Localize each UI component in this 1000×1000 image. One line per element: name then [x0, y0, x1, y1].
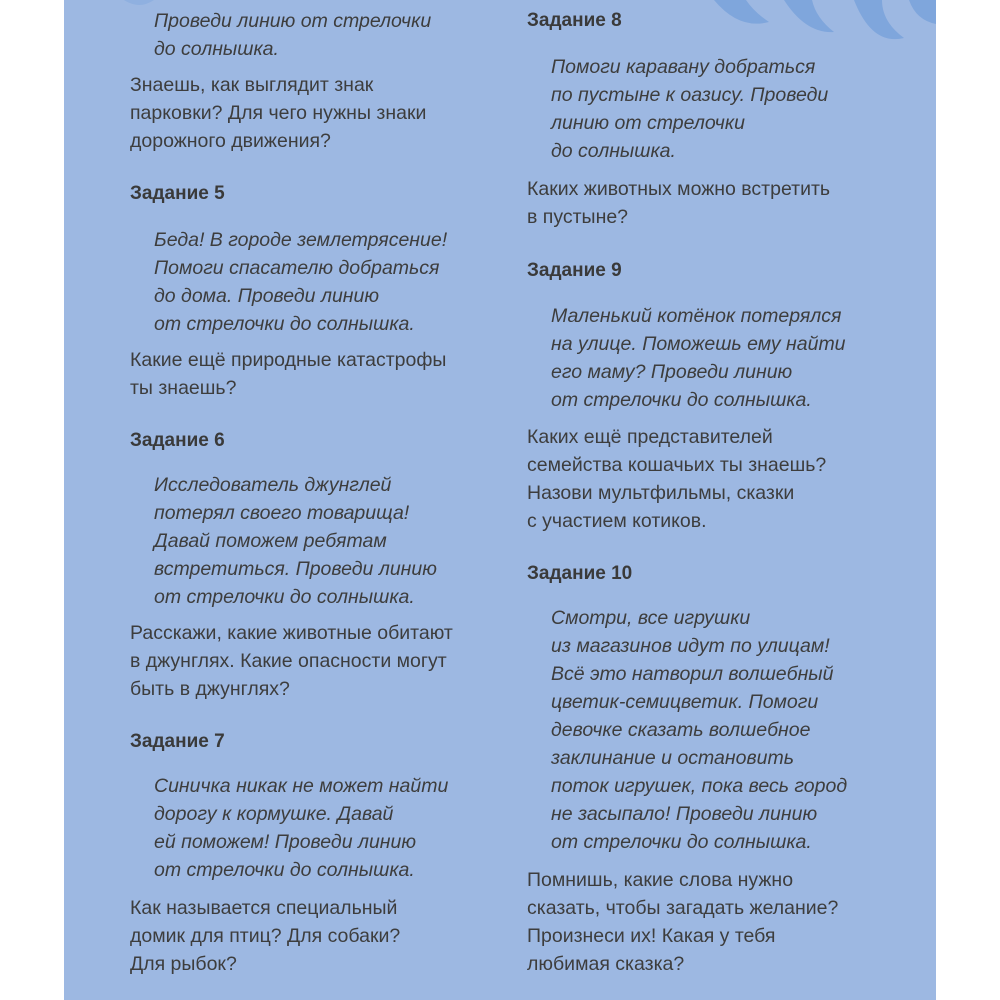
text-line: до солнышка.: [551, 140, 676, 162]
question-line: в джунглях. Какие опасности могут: [130, 650, 447, 672]
text-line: на улице. Поможешь ему найти: [551, 333, 846, 355]
question-line: семейства кошачьих ты знаешь?: [527, 454, 827, 476]
text-line: Маленький котёнок потерялся: [551, 305, 842, 327]
text-line: по пустыне к оазису. Проведи: [551, 84, 829, 106]
question-line: Знаешь, как выглядит знак: [130, 74, 374, 96]
text-line: не засыпало! Проведи линию: [551, 803, 818, 825]
question-line: ты знаешь?: [130, 377, 237, 399]
text-line: Смотри, все игрушки: [551, 607, 751, 629]
question-line: в пустыне?: [527, 206, 629, 228]
task-9-text: [551, 302, 846, 414]
text-line: заклинание и остановить: [551, 747, 794, 769]
task-9-question: [527, 423, 826, 535]
text-line: потерял своего товарища!: [154, 502, 410, 524]
text-line: до дома. Проведи линию: [154, 285, 380, 307]
text-line: линию от стрелочки: [551, 112, 745, 134]
text-line: из магазинов идут по улицам!: [551, 635, 830, 657]
task-8-text: [551, 53, 828, 165]
task-7-title: Задание 7: [130, 731, 225, 752]
question-line: любимая сказка?: [527, 953, 685, 975]
task-6-text: [154, 471, 437, 611]
question-line: Как называется специальный: [130, 897, 398, 919]
text-line: от стрелочки до солнышка.: [154, 859, 415, 881]
text-line: от стрелочки до солнышка.: [154, 313, 415, 335]
decorative-wave-2: [714, 0, 769, 24]
task-7-question: [130, 894, 400, 978]
text-line: до солнышка.: [154, 38, 279, 60]
task-8-title: Задание 8: [527, 10, 622, 31]
task-9-title: Задание 9: [527, 260, 622, 281]
question-line: Расскажи, какие животные обитают: [130, 622, 453, 644]
task-5-question: [130, 346, 446, 402]
text-line: Всё это натворил волшебный: [551, 663, 834, 685]
task-5-text: [154, 226, 447, 338]
text-line: встретиться. Проведи линию: [154, 558, 437, 580]
question-line: Произнеси их! Какая у тебя: [527, 925, 776, 947]
task-6-question: [130, 619, 453, 703]
text-line: его маму? Проведи линию: [551, 361, 793, 383]
question-line: Помнишь, какие слова нужно: [527, 869, 794, 891]
task-4-text: [154, 7, 431, 63]
question-line: Какие ещё природные катастрофы: [130, 349, 447, 371]
text-line: ей поможем! Проведи линию: [154, 831, 417, 853]
text-line: поток игрушек, пока весь город: [551, 775, 848, 797]
text-line: Беда! В городе землетрясение!: [154, 229, 448, 251]
question-line: с участием котиков.: [527, 510, 707, 532]
decorative-wave-3: [784, 0, 834, 32]
decorative-wave-4: [854, 0, 904, 39]
question-line: парковки? Для чего нужны знаки: [130, 102, 427, 124]
task-10-title: Задание 10: [527, 563, 633, 584]
text-line: от стрелочки до солнышка.: [154, 586, 415, 608]
task-8-question: [527, 175, 830, 231]
text-line: цветик-семицветик. Помоги: [551, 691, 819, 713]
question-line: дорожного движения?: [130, 130, 331, 152]
task-5-title: Задание 5: [130, 183, 225, 204]
question-line: сказать, чтобы загадать желание?: [527, 897, 839, 919]
task-7-text: [154, 772, 448, 884]
question-line: Каких ещё представителей: [527, 426, 773, 448]
text-line: Синичка никак не может найти: [154, 775, 449, 797]
text-line: Проведи линию от стрелочки: [154, 10, 432, 32]
text-line: Исследователь джунглей: [154, 474, 392, 496]
book-page: [64, 0, 936, 1000]
question-line: Для рыбок?: [130, 953, 237, 975]
question-line: быть в джунглях?: [130, 678, 290, 700]
question-line: Каких животных можно встретить: [527, 178, 831, 200]
text-line: Помоги каравану добраться: [551, 56, 816, 78]
task-6-title: Задание 6: [130, 430, 225, 451]
task-10-question: [527, 866, 838, 978]
text-line: дорогу к кормушке. Давай: [154, 803, 394, 825]
question-line: домик для птиц? Для собаки?: [130, 925, 401, 947]
decorative-wave-1: [124, 0, 154, 5]
text-line: от стрелочки до солнышка.: [551, 831, 812, 853]
text-line: Помоги спасателю добраться: [154, 257, 440, 279]
task-4-question: [130, 71, 426, 155]
question-line: Назови мультфильмы, сказки: [527, 482, 795, 504]
text-line: от стрелочки до солнышка.: [551, 389, 812, 411]
text-line: девочке сказать волшебное: [551, 719, 811, 741]
decorative-wave-5: [909, 0, 936, 24]
task-10-text: [551, 604, 847, 856]
text-line: Давай поможем ребятам: [154, 530, 387, 552]
